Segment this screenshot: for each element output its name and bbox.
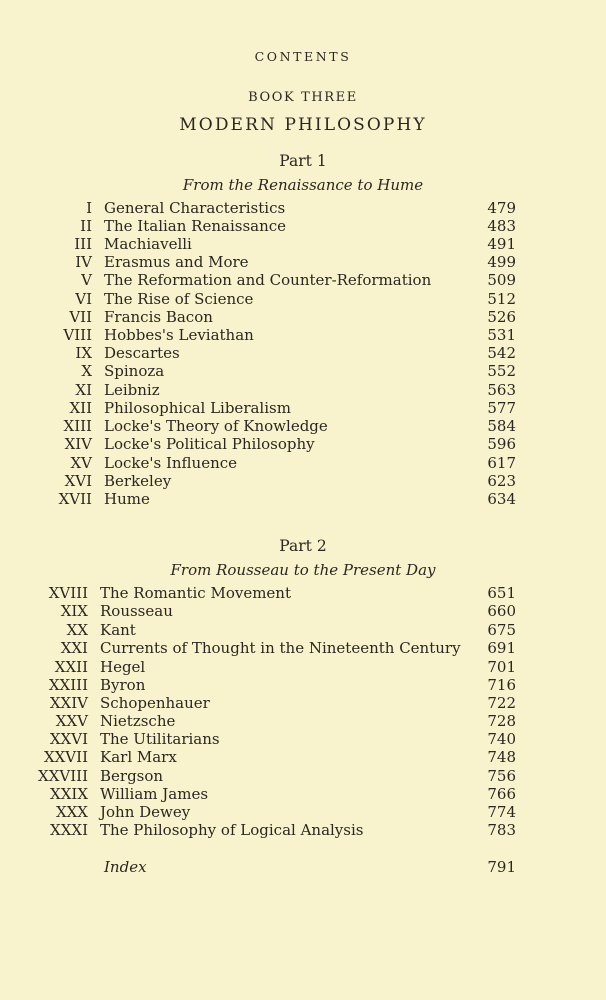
chapter-number: XXVII xyxy=(43,748,88,766)
chapter-number: XXVIII xyxy=(38,767,88,785)
chapter-page: 552 xyxy=(487,362,516,380)
chapter-title: The Rise of Science xyxy=(104,290,254,308)
chapter-row xyxy=(0,381,606,400)
index-label: Index xyxy=(104,858,147,876)
chapter-title: Leibniz xyxy=(104,381,160,399)
chapter-title: Erasmus and More xyxy=(104,253,249,271)
chapter-title: Berkeley xyxy=(104,472,172,490)
chapter-title: John Dewey xyxy=(100,803,191,821)
chapter-page: 740 xyxy=(487,730,516,748)
chapter-title: The Romantic Movement xyxy=(100,584,291,602)
chapter-page: 623 xyxy=(487,472,516,490)
chapter-page: 596 xyxy=(487,435,516,453)
chapter-page: 722 xyxy=(487,694,516,712)
chapter-title: Philosophical Liberalism xyxy=(104,399,291,417)
chapter-number: XV xyxy=(70,454,92,472)
chapter-number: XXIX xyxy=(50,785,88,803)
chapter-number: XXV xyxy=(55,712,88,730)
chapter-number: XII xyxy=(69,399,92,417)
chapter-page: 509 xyxy=(487,271,516,289)
chapter-row xyxy=(0,730,606,749)
chapter-title: Spinoza xyxy=(104,362,165,380)
chapter-page: 584 xyxy=(487,417,516,435)
chapter-title: The Italian Renaissance xyxy=(104,217,287,235)
chapter-title: Hegel xyxy=(100,658,146,676)
contents-heading: CONTENTS xyxy=(254,49,352,64)
chapter-page: 766 xyxy=(487,785,516,803)
chapter-row xyxy=(0,584,606,603)
chapter-row xyxy=(0,803,606,822)
chapter-title: Rousseau xyxy=(100,602,173,620)
chapter-row xyxy=(0,290,606,309)
chapter-title: Schopenhauer xyxy=(100,694,210,712)
chapter-title: Karl Marx xyxy=(100,748,177,766)
chapter-row xyxy=(0,253,606,272)
chapter-number: XXVI xyxy=(49,730,88,748)
chapter-row xyxy=(0,767,606,786)
chapter-number: XIII xyxy=(63,417,92,435)
part-1-title: Part 1 xyxy=(279,152,327,170)
chapter-title: Bergson xyxy=(100,767,164,785)
chapter-title: Locke's Political Philosophy xyxy=(104,435,315,453)
chapter-page: 748 xyxy=(487,748,516,766)
chapter-page: 651 xyxy=(487,584,516,602)
chapter-page: 617 xyxy=(487,454,516,472)
chapter-row xyxy=(0,785,606,804)
chapter-row xyxy=(0,326,606,345)
part-2-title: Part 2 xyxy=(279,537,327,555)
chapter-number: XXII xyxy=(54,658,88,676)
part-2-subtitle: From Rousseau to the Present Day xyxy=(170,561,436,579)
chapter-page: 691 xyxy=(487,639,516,657)
chapter-row xyxy=(0,399,606,418)
chapter-number: XXX xyxy=(55,803,88,821)
chapter-row xyxy=(0,639,606,658)
chapter-number: II xyxy=(80,217,92,235)
chapter-number: XVIII xyxy=(48,584,88,602)
chapter-page: 716 xyxy=(487,676,516,694)
chapter-page: 499 xyxy=(487,253,516,271)
chapter-page: 701 xyxy=(487,658,516,676)
chapter-number: XIV xyxy=(64,435,92,453)
chapter-title: William James xyxy=(100,785,209,803)
chapter-row xyxy=(0,694,606,713)
chapter-page: 728 xyxy=(487,712,516,730)
chapter-number: VII xyxy=(69,308,92,326)
index-page: 791 xyxy=(487,858,516,876)
chapter-row xyxy=(0,199,606,218)
chapter-page: 577 xyxy=(487,399,516,417)
book-number: BOOK THREE xyxy=(248,90,358,105)
chapter-title: Francis Bacon xyxy=(104,308,213,326)
chapter-title: Descartes xyxy=(104,344,180,362)
chapter-title: Machiavelli xyxy=(104,235,192,253)
chapter-title: The Utilitarians xyxy=(100,730,220,748)
chapter-title: Locke's Theory of Knowledge xyxy=(104,417,328,435)
chapter-page: 531 xyxy=(487,326,516,344)
chapter-page: 563 xyxy=(487,381,516,399)
chapter-row xyxy=(0,435,606,454)
part-1-subtitle: From the Renaissance to Hume xyxy=(182,176,424,194)
chapter-title: Hobbes's Leviathan xyxy=(104,326,254,344)
chapter-title: Byron xyxy=(100,676,146,694)
chapter-page: 542 xyxy=(487,344,516,362)
chapter-number: IX xyxy=(75,344,92,362)
chapter-number: X xyxy=(81,362,92,380)
chapter-number: I xyxy=(86,199,92,217)
chapter-page: 675 xyxy=(487,621,516,639)
chapter-number: XXIV xyxy=(49,694,88,712)
chapter-row xyxy=(0,621,606,640)
chapter-page: 491 xyxy=(487,235,516,253)
chapter-number: XXXI xyxy=(50,821,88,839)
chapter-title: Nietzsche xyxy=(100,712,176,730)
chapter-row xyxy=(0,235,606,254)
chapter-number: V xyxy=(81,271,92,289)
chapter-row xyxy=(0,748,606,767)
chapter-title: General Characteristics xyxy=(104,199,286,217)
chapter-number: XXIII xyxy=(48,676,88,694)
chapter-page: 774 xyxy=(487,803,516,821)
chapter-row xyxy=(0,472,606,491)
chapter-row xyxy=(0,344,606,363)
chapter-row xyxy=(0,362,606,381)
chapter-number: VIII xyxy=(63,326,92,344)
chapter-number: XX xyxy=(66,621,88,639)
chapter-number: VI xyxy=(75,290,92,308)
chapter-title: Hume xyxy=(104,490,150,508)
chapter-number: XVII xyxy=(58,490,92,508)
chapter-page: 783 xyxy=(487,821,516,839)
chapter-row xyxy=(0,490,606,509)
chapter-row xyxy=(0,454,606,473)
chapter-page: 483 xyxy=(487,217,516,235)
chapter-number: XXI xyxy=(60,639,88,657)
chapter-title: Locke's Influence xyxy=(104,454,238,472)
book-title: MODERN PHILOSOPHY xyxy=(179,115,427,135)
chapter-title: The Philosophy of Logical Analysis xyxy=(100,821,364,839)
chapter-number: XVI xyxy=(64,472,92,490)
chapter-row xyxy=(0,417,606,436)
chapter-row xyxy=(0,602,606,621)
chapter-page: 526 xyxy=(487,308,516,326)
chapter-row xyxy=(0,217,606,236)
chapter-row xyxy=(0,821,606,840)
chapter-number: IV xyxy=(75,253,92,271)
chapter-row xyxy=(0,712,606,731)
chapter-number: XI xyxy=(75,381,92,399)
index-row xyxy=(0,858,606,878)
chapter-title: Kant xyxy=(100,621,136,639)
chapter-title: Currents of Thought in the Nineteenth Century xyxy=(100,639,461,657)
chapter-row xyxy=(0,308,606,327)
chapter-page: 479 xyxy=(487,199,516,217)
chapter-number: XIX xyxy=(60,602,88,620)
chapter-title: The Reformation and Counter-Reformation xyxy=(104,271,432,289)
chapter-number: III xyxy=(74,235,92,253)
chapter-row xyxy=(0,658,606,677)
chapter-page: 756 xyxy=(487,767,516,785)
chapter-page: 634 xyxy=(487,490,516,508)
chapter-page: 512 xyxy=(487,290,516,308)
chapter-page: 660 xyxy=(487,602,516,620)
chapter-row xyxy=(0,676,606,695)
chapter-row xyxy=(0,271,606,290)
